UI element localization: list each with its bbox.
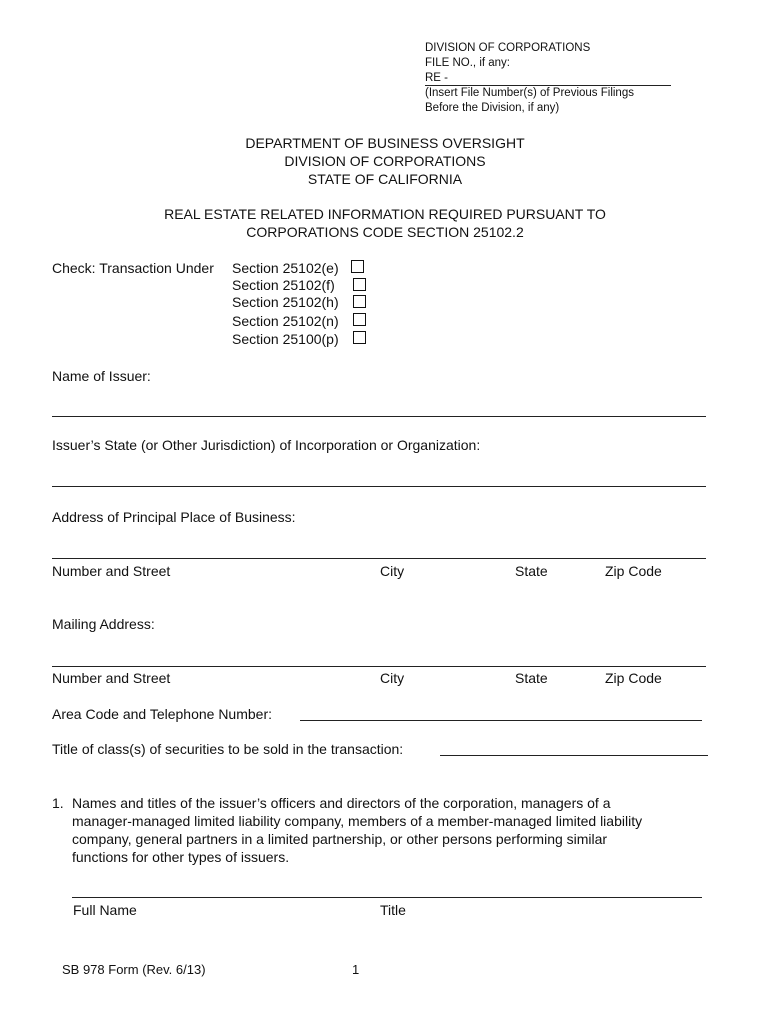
- securities-title-label: Title of class(s) of securities to be sold in the transaction:: [52, 741, 404, 757]
- section-label-25102h: Section 25102(h): [232, 294, 339, 310]
- mailing-city-label: City: [380, 670, 405, 686]
- title-label: Title: [380, 902, 406, 918]
- before-note: Before the Division, if any): [425, 102, 560, 114]
- section-label-25102f: Section 25102(f): [232, 277, 335, 293]
- question-1-line-1: Names and titles of the issuer’s officers and directors of the corporation, managers of a: [72, 795, 611, 811]
- officer-entry-field[interactable]: [72, 897, 702, 898]
- form-title-line-2: CORPORATIONS CODE SECTION 25102.2: [246, 224, 524, 240]
- file-no-label: FILE NO., if any:: [425, 57, 510, 69]
- agency-line-1: DEPARTMENT OF BUSINESS OVERSIGHT: [245, 135, 525, 151]
- securities-title-field[interactable]: [440, 755, 708, 756]
- section-label-25102n: Section 25102(n): [232, 313, 339, 329]
- issuer-state-label: Issuer’s State (or Other Jurisdiction) of Incorporation or Organization:: [52, 437, 481, 453]
- form-title-line-1: REAL ESTATE RELATED INFORMATION REQUIRED PURSUANT TO: [164, 206, 606, 222]
- mailing-address-field[interactable]: [52, 666, 706, 667]
- checkbox-25100p[interactable]: [353, 331, 366, 344]
- agency-line-3: STATE OF CALIFORNIA: [307, 171, 463, 187]
- issuer-name-field[interactable]: [52, 416, 706, 417]
- checkbox-25102e[interactable]: [351, 260, 364, 273]
- question-1-number: 1.: [52, 795, 64, 811]
- principal-street-label: Number and Street: [52, 563, 171, 579]
- checkbox-25102n[interactable]: [353, 313, 366, 326]
- principal-zip-label: Zip Code: [605, 563, 662, 579]
- mailing-address-label: Mailing Address:: [52, 616, 155, 632]
- principal-address-label: Address of Principal Place of Business:: [52, 509, 296, 525]
- checkbox-25102h[interactable]: [353, 295, 366, 308]
- full-name-label: Full Name: [73, 902, 137, 918]
- insert-note: (Insert File Number(s) of Previous Filings: [425, 87, 634, 99]
- mailing-state-label: State: [515, 670, 548, 686]
- principal-state-label: State: [515, 563, 548, 579]
- agency-line-2: DIVISION OF CORPORATIONS: [284, 153, 486, 169]
- question-1-line-2: manager-managed limited liability company, members of a member-managed limited liability: [72, 813, 643, 829]
- mailing-zip-label: Zip Code: [605, 670, 662, 686]
- issuer-name-label: Name of Issuer:: [52, 368, 151, 384]
- issuer-state-field[interactable]: [52, 486, 706, 487]
- principal-city-label: City: [380, 563, 405, 579]
- division-header: DIVISION OF CORPORATIONS: [425, 42, 591, 54]
- re-label: RE -: [425, 72, 448, 84]
- form-id: SB 978 Form (Rev. 6/13): [62, 962, 206, 977]
- phone-label: Area Code and Telephone Number:: [52, 706, 273, 722]
- checkbox-25102f[interactable]: [353, 278, 366, 291]
- section-label-25102e: Section 25102(e): [232, 260, 339, 276]
- question-1-line-3: company, general partners in a limited partnership, or other persons performing similar: [72, 831, 608, 847]
- page-number: 1: [352, 962, 360, 977]
- phone-field[interactable]: [300, 720, 702, 721]
- principal-address-field[interactable]: [52, 558, 706, 559]
- mailing-street-label: Number and Street: [52, 670, 171, 686]
- section-label-25100p: Section 25100(p): [232, 331, 339, 347]
- question-1-line-4: functions for other types of issuers.: [72, 849, 290, 865]
- check-prefix: Check: Transaction Under: [52, 260, 214, 276]
